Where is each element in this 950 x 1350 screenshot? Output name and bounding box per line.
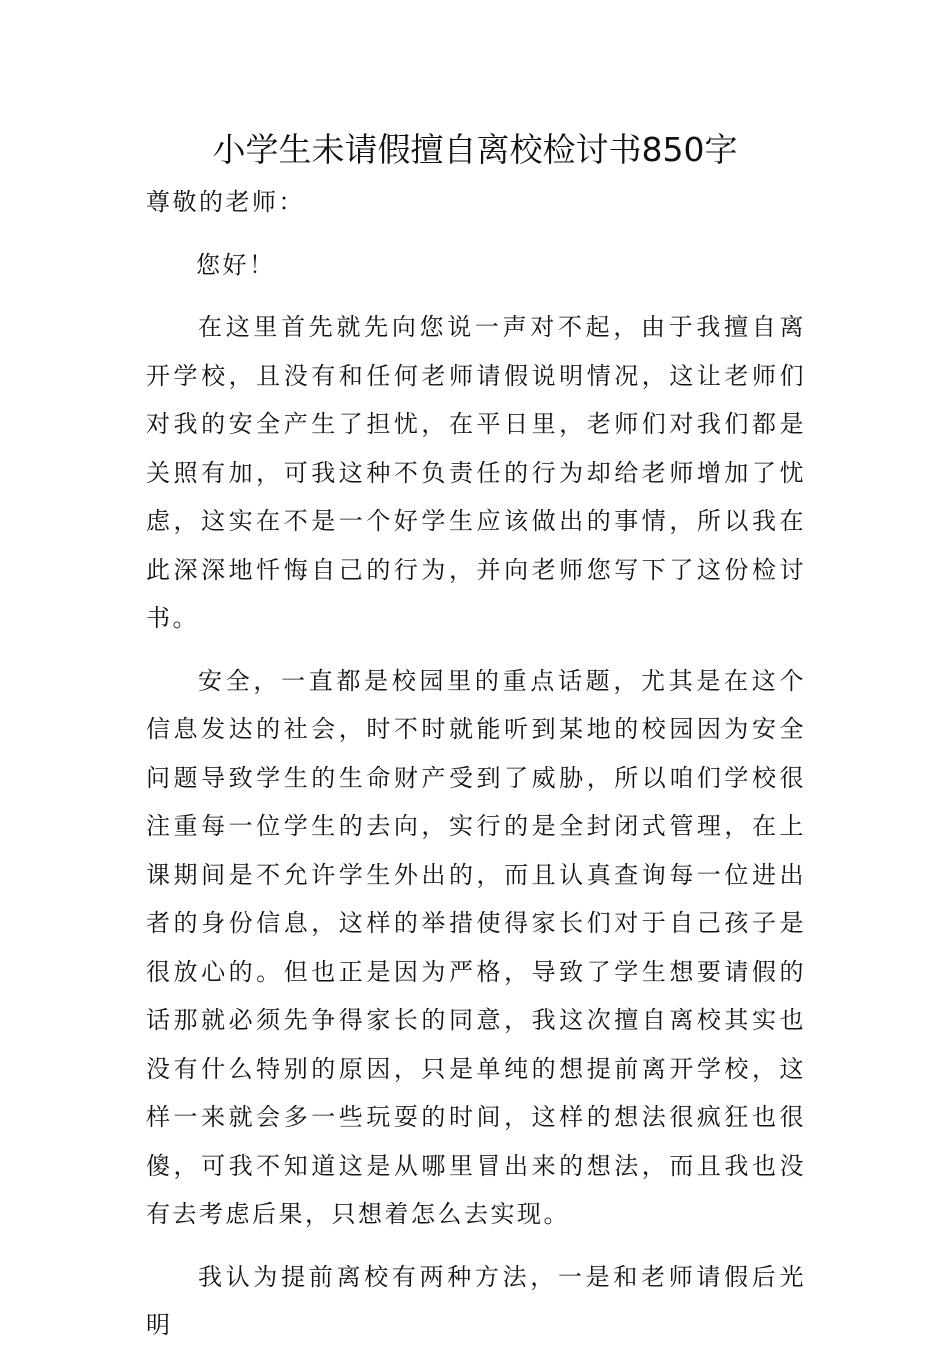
greeting: 您好！ [196,250,276,279]
document-title: 小学生未请假擅自离校检讨书850字 [212,130,738,169]
spacer [146,643,806,657]
paragraph-apology: 在这里首先就先向您说一声对不起，由于我擅自离开学校，且没有和任何老师请假说明情况，这让老师们对我的安全产生了担忧，在平日里，老师们对我们都是关照有加，可我这种不负责任的行为却给老师增加了忧虑，这实在不是一个好学生应该做出的事情，所以我在此深深地忏悔自己的行为，并向老师您写下了这份检讨书。 [146,313,806,632]
spacer [146,227,806,241]
paragraph-safety: 安全，一直都是校园里的重点话题，尤其是在这个信息发达的社会，时不时就能听到某地的校园因为安全问题导致学生的生命财产受到了威胁，所以咱们学校很注重每一位学生的去向，实行的是全封闭式管理，在上课期间是不允许学生外出的，而且认真查询每一位进出者的身份信息，这样的举措使得家长们对于自己孩子是很放心的。但也正是因为严格，导致了学生想要请假的话那就必须先争得家长的同意，我这次擅自离校其实也没有什么特别的原因，只是单纯的想提前离开学校，这样一来就会多一些玩耍的时间，这样的想法很疯狂也很傻，可我不知道这是从哪里冒出来的想法，而且我也没有去考虑后果，只想着怎么去实现。 [146,666,806,1228]
spacer [146,1239,806,1253]
document-body [146,178,806,1350]
salutation: 尊敬的老师： [146,188,305,216]
spacer [146,289,806,303]
paragraph-methods: 我认为提前离校有两种方法，一是和老师请假后光明 [146,1262,806,1339]
